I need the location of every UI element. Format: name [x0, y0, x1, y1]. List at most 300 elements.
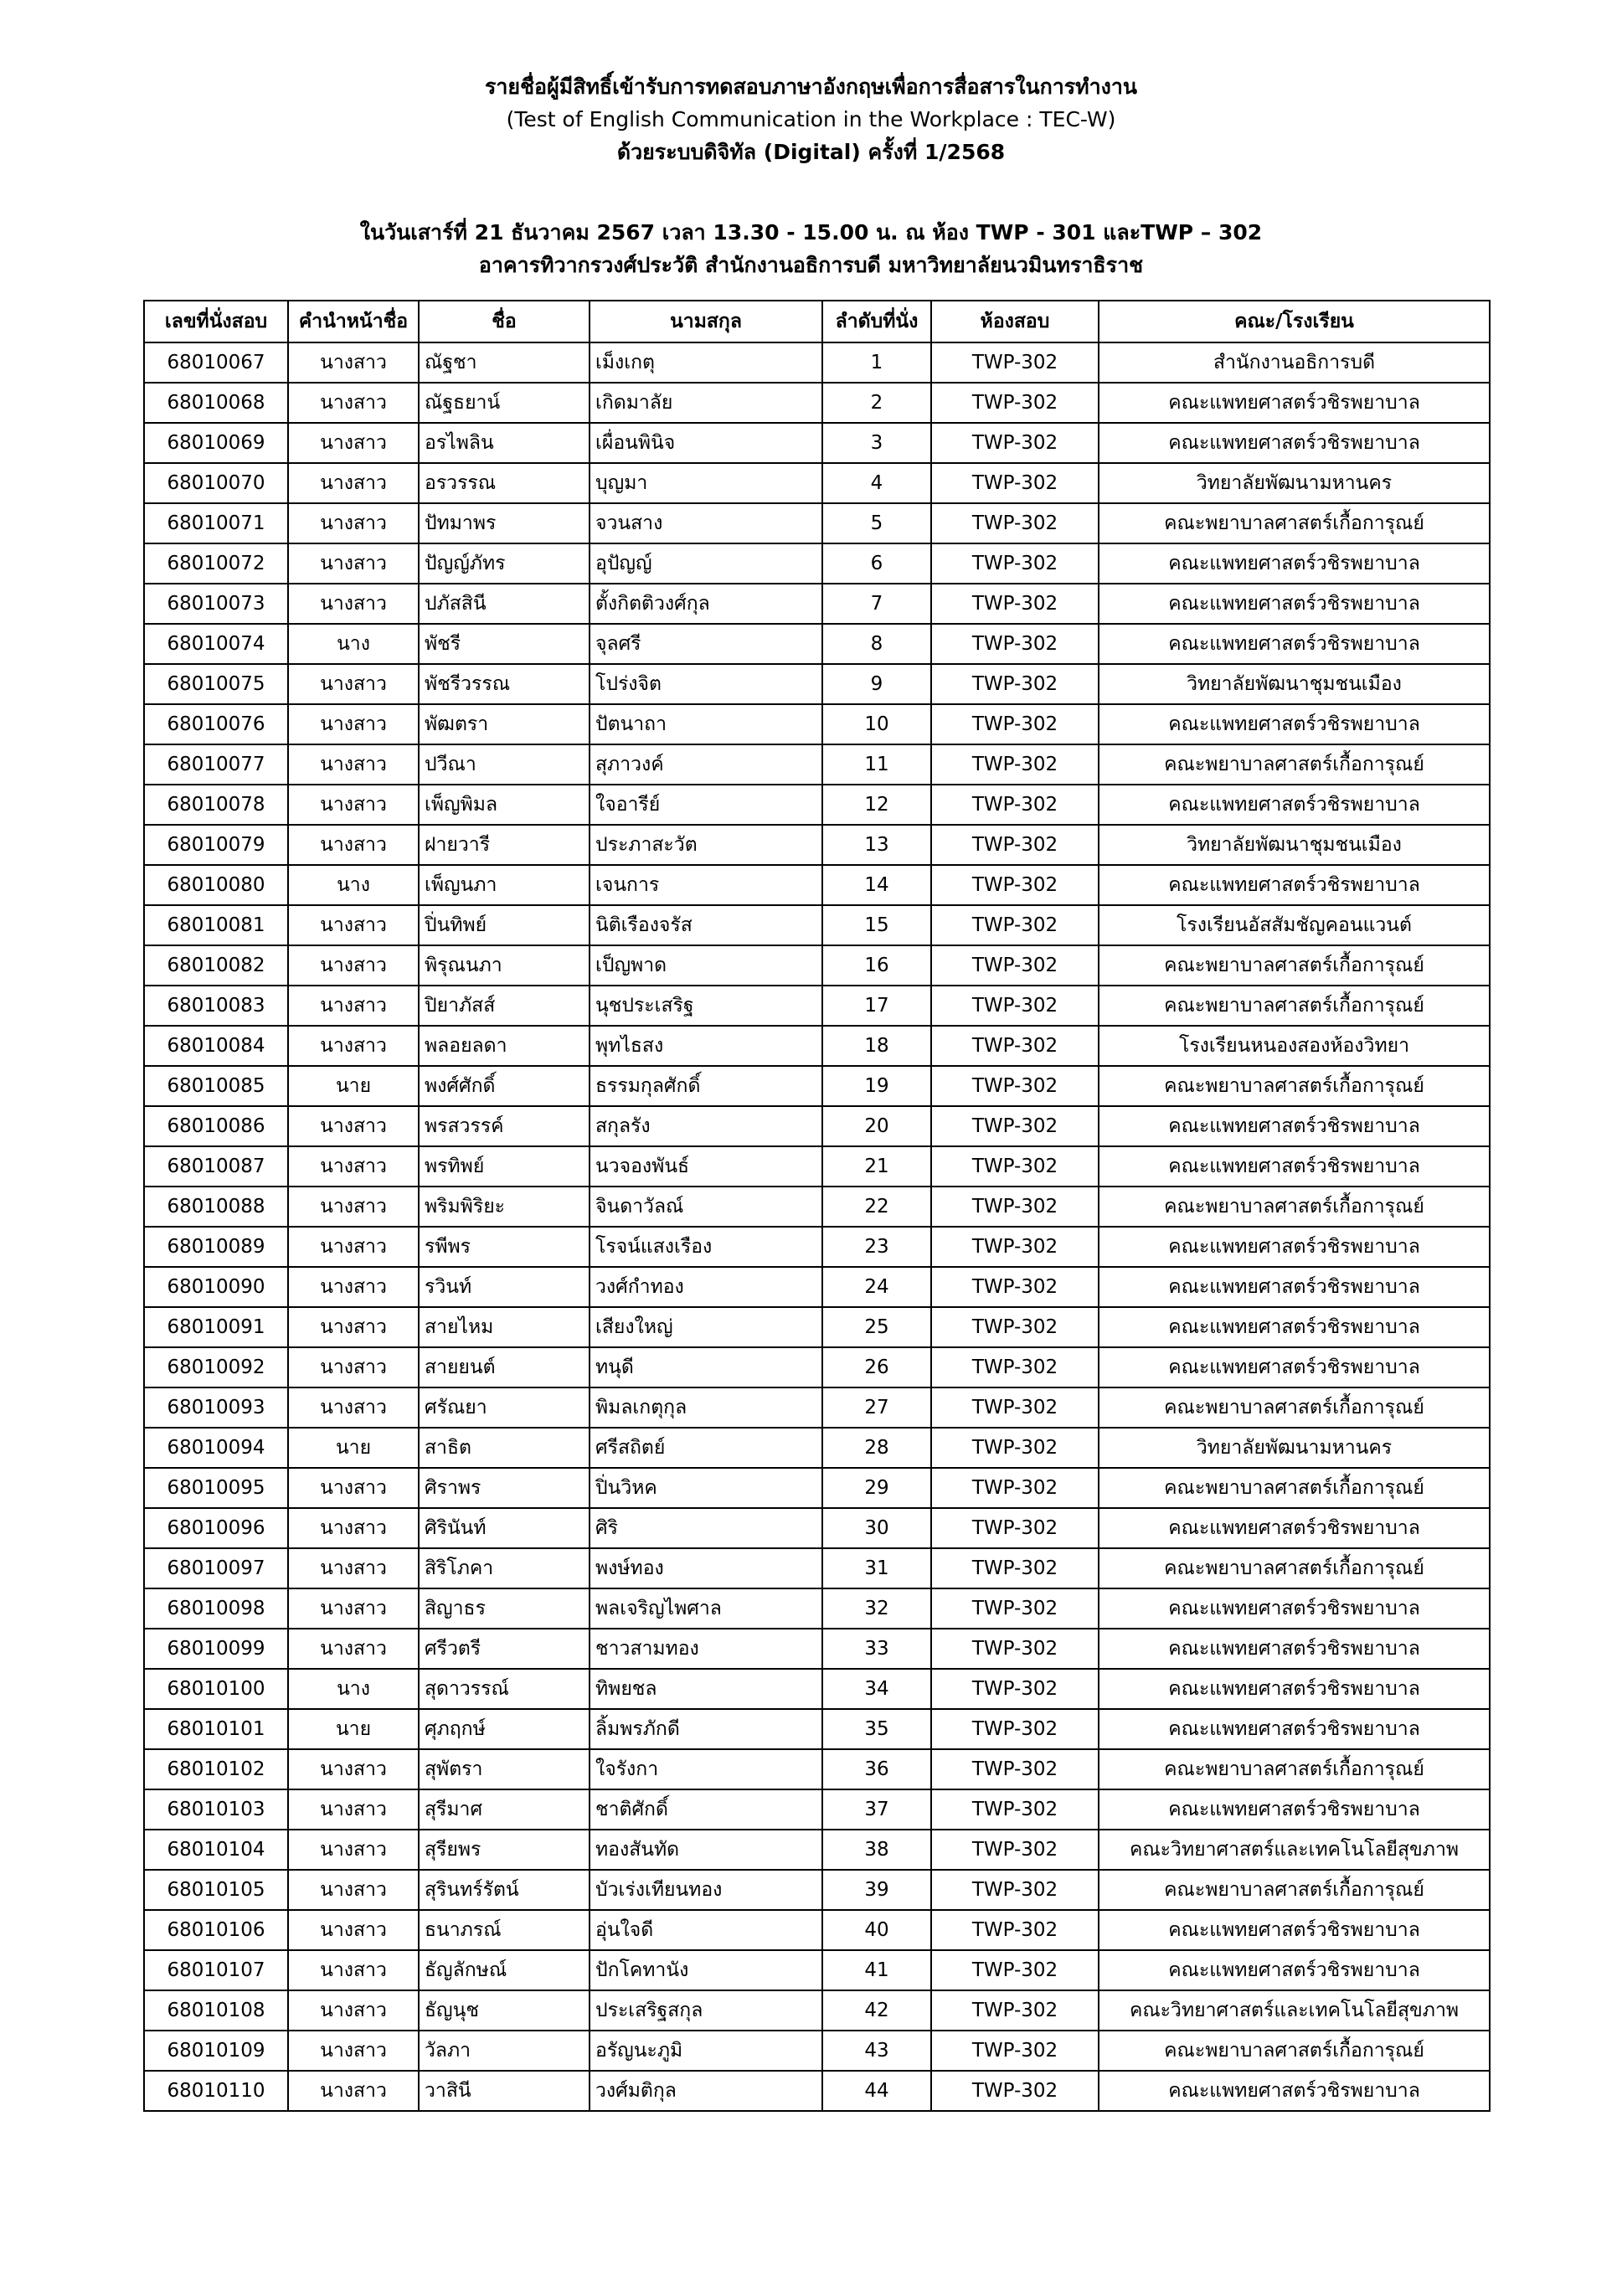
- table-row: [144, 1066, 1490, 1106]
- seat-order-cell: 34: [822, 1669, 931, 1709]
- table-row: [144, 1629, 1490, 1669]
- first-name-cell: วาสินี: [419, 2071, 590, 2111]
- first-name-cell: สายไหม: [419, 1307, 590, 1347]
- last-name-cell: ประเสริฐสกุล: [590, 1990, 822, 2031]
- candidate-table: [143, 300, 1491, 2112]
- last-name-cell: ทองสันทัด: [590, 1830, 822, 1870]
- faculty-school-cell: คณะพยาบาลศาสตร์เกื้อการุณย์: [1099, 1749, 1490, 1789]
- faculty-school-cell: คณะพยาบาลศาสตร์เกื้อการุณย์: [1099, 1870, 1490, 1910]
- exam-room-cell: TWP-302: [931, 986, 1099, 1026]
- table-row: [144, 1026, 1490, 1066]
- first-name-cell: เพ็ญพิมล: [419, 785, 590, 825]
- last-name-cell: โรจน์แสงเรือง: [590, 1227, 822, 1267]
- first-name-cell: ปัญญ์ภัทร: [419, 543, 590, 584]
- last-name-cell: อุปัญญ์: [590, 543, 822, 584]
- column-header-last-name: นามสกุล: [590, 301, 822, 342]
- faculty-school-cell: คณะพยาบาลศาสตร์เกื้อการุณย์: [1099, 1187, 1490, 1227]
- faculty-school-cell: คณะแพทยศาสตร์วชิรพยาบาล: [1099, 1588, 1490, 1629]
- title-line-3: ด้วยระบบดิจิทัล (Digital) ครั้งที่ 1/2568: [616, 140, 1006, 164]
- table-row: [144, 1950, 1490, 1990]
- seat-order-cell: 35: [822, 1709, 931, 1749]
- exam-room-cell: TWP-302: [931, 1990, 1099, 2031]
- exam-room-cell: TWP-302: [931, 1629, 1099, 1669]
- exam-room-cell: TWP-302: [931, 1106, 1099, 1146]
- title-prefix-cell: นางสาว: [288, 785, 419, 825]
- seat-number-cell: 68010089: [144, 1227, 288, 1267]
- first-name-cell: สิญาธร: [419, 1588, 590, 1629]
- seat-number-cell: 68010104: [144, 1830, 288, 1870]
- first-name-cell: สุดาวรรณ์: [419, 1669, 590, 1709]
- last-name-cell: ปักโคทานัง: [590, 1950, 822, 1990]
- seat-order-cell: 32: [822, 1588, 931, 1629]
- faculty-school-cell: คณะพยาบาลศาสตร์เกื้อการุณย์: [1099, 945, 1490, 986]
- title-prefix-cell: นางสาว: [288, 1347, 419, 1387]
- exam-room-cell: TWP-302: [931, 1870, 1099, 1910]
- seat-order-cell: 1: [822, 342, 931, 383]
- title-prefix-cell: นางสาว: [288, 664, 419, 704]
- seat-number-cell: 68010095: [144, 1468, 288, 1508]
- seat-number-cell: 68010087: [144, 1146, 288, 1187]
- faculty-school-cell: คณะแพทยศาสตร์วชิรพยาบาล: [1099, 624, 1490, 664]
- last-name-cell: จุลศรี: [590, 624, 822, 664]
- exam-room-cell: TWP-302: [931, 1468, 1099, 1508]
- seat-number-cell: 68010105: [144, 1870, 288, 1910]
- table-row: [144, 1990, 1490, 2031]
- title-prefix-cell: นางสาว: [288, 704, 419, 744]
- exam-room-cell: TWP-302: [931, 1548, 1099, 1588]
- last-name-cell: ทิพยชล: [590, 1669, 822, 1709]
- last-name-cell: จินดาวัลณ์: [590, 1187, 822, 1227]
- table-row: [144, 664, 1490, 704]
- exam-room-cell: TWP-302: [931, 1749, 1099, 1789]
- last-name-cell: เกิดมาลัย: [590, 383, 822, 423]
- table-row: [144, 1468, 1490, 1508]
- title-prefix-cell: นางสาว: [288, 905, 419, 945]
- title-prefix-cell: นางสาว: [288, 463, 419, 503]
- exam-room-cell: TWP-302: [931, 1227, 1099, 1267]
- title-prefix-cell: นางสาว: [288, 1870, 419, 1910]
- exam-room-cell: TWP-302: [931, 1588, 1099, 1629]
- faculty-school-cell: วิทยาลัยพัฒนามหานคร: [1099, 1428, 1490, 1468]
- first-name-cell: ปิ่นทิพย์: [419, 905, 590, 945]
- seat-number-cell: 68010074: [144, 624, 288, 664]
- exam-room-cell: TWP-302: [931, 624, 1099, 664]
- table-row: [144, 1709, 1490, 1749]
- last-name-cell: เสียงใหญ่: [590, 1307, 822, 1347]
- first-name-cell: อรไพลิน: [419, 423, 590, 463]
- faculty-school-cell: คณะพยาบาลศาสตร์เกื้อการุณย์: [1099, 1387, 1490, 1428]
- first-name-cell: สายยนต์: [419, 1347, 590, 1387]
- seat-number-cell: 68010067: [144, 342, 288, 383]
- faculty-school-cell: คณะแพทยศาสตร์วชิรพยาบาล: [1099, 2071, 1490, 2111]
- seat-order-cell: 18: [822, 1026, 931, 1066]
- first-name-cell: ฝายวารี: [419, 825, 590, 865]
- first-name-cell: ปภัสสินี: [419, 584, 590, 624]
- seat-number-cell: 68010083: [144, 986, 288, 1026]
- seat-number-cell: 68010096: [144, 1508, 288, 1548]
- table-row: [144, 945, 1490, 986]
- first-name-cell: พัชรีวรรณ: [419, 664, 590, 704]
- session-venue-line: อาคารทิวากรวงศ์ประวัติ สำนักงานอธิการบดี มหาวิทยาลัยนวมินทราธิราช: [478, 253, 1144, 277]
- seat-order-cell: 2: [822, 383, 931, 423]
- seat-order-cell: 42: [822, 1990, 931, 2031]
- seat-number-cell: 68010101: [144, 1709, 288, 1749]
- table-row: [144, 1267, 1490, 1307]
- seat-order-cell: 14: [822, 865, 931, 905]
- table-row: [144, 503, 1490, 543]
- last-name-cell: สกุลรัง: [590, 1106, 822, 1146]
- exam-room-cell: TWP-302: [931, 584, 1099, 624]
- seat-order-cell: 36: [822, 1749, 931, 1789]
- table-row: [144, 543, 1490, 584]
- title-prefix-cell: นางสาว: [288, 543, 419, 584]
- title-prefix-cell: นางสาว: [288, 1227, 419, 1267]
- seat-order-cell: 30: [822, 1508, 931, 1548]
- seat-order-cell: 9: [822, 664, 931, 704]
- table-row: [144, 744, 1490, 785]
- seat-number-cell: 68010071: [144, 503, 288, 543]
- exam-room-cell: TWP-302: [931, 1347, 1099, 1387]
- seat-number-cell: 68010082: [144, 945, 288, 986]
- table-row: [144, 1106, 1490, 1146]
- column-header-seat-order: ลำดับที่นั่ง: [822, 301, 931, 342]
- seat-order-cell: 16: [822, 945, 931, 986]
- faculty-school-cell: คณะแพทยศาสตร์วชิรพยาบาล: [1099, 1950, 1490, 1990]
- last-name-cell: พลเจริญไพศาล: [590, 1588, 822, 1629]
- title-line-1: รายชื่อผู้มีสิทธิ์เข้ารับการทดสอบภาษาอังกฤษเพื่อการสื่อสารในการทำงาน: [484, 75, 1138, 99]
- table-row: [144, 1669, 1490, 1709]
- exam-room-cell: TWP-302: [931, 1910, 1099, 1950]
- title-prefix-cell: นางสาว: [288, 383, 419, 423]
- seat-number-cell: 68010100: [144, 1669, 288, 1709]
- seat-order-cell: 13: [822, 825, 931, 865]
- column-header-first-name: ชื่อ: [419, 301, 590, 342]
- last-name-cell: ลิ้มพรภักดี: [590, 1709, 822, 1749]
- title-prefix-cell: นางสาว: [288, 2031, 419, 2071]
- column-header-exam-room: ห้องสอบ: [931, 301, 1099, 342]
- seat-number-cell: 68010072: [144, 543, 288, 584]
- title-prefix-cell: นางสาว: [288, 423, 419, 463]
- title-prefix-cell: นาง: [288, 865, 419, 905]
- title-prefix-cell: นาย: [288, 1709, 419, 1749]
- first-name-cell: พลอยลดา: [419, 1026, 590, 1066]
- faculty-school-cell: คณะแพทยศาสตร์วชิรพยาบาล: [1099, 1508, 1490, 1548]
- first-name-cell: รวินท์: [419, 1267, 590, 1307]
- title-prefix-cell: นาง: [288, 624, 419, 664]
- table-row: [144, 986, 1490, 1026]
- seat-number-cell: 68010090: [144, 1267, 288, 1307]
- last-name-cell: นุชประเสริฐ: [590, 986, 822, 1026]
- faculty-school-cell: คณะแพทยศาสตร์วชิรพยาบาล: [1099, 423, 1490, 463]
- seat-number-cell: 68010103: [144, 1789, 288, 1830]
- first-name-cell: ปัทมาพร: [419, 503, 590, 543]
- column-header-title-prefix: คำนำหน้าชื่อ: [288, 301, 419, 342]
- seat-number-cell: 68010081: [144, 905, 288, 945]
- title-prefix-cell: นางสาว: [288, 584, 419, 624]
- seat-order-cell: 17: [822, 986, 931, 1026]
- seat-order-cell: 22: [822, 1187, 931, 1227]
- seat-order-cell: 37: [822, 1789, 931, 1830]
- first-name-cell: ศิรินันท์: [419, 1508, 590, 1548]
- title-prefix-cell: นาย: [288, 1428, 419, 1468]
- exam-room-cell: TWP-302: [931, 2071, 1099, 2111]
- faculty-school-cell: โรงเรียนหนองสองห้องวิทยา: [1099, 1026, 1490, 1066]
- seat-order-cell: 11: [822, 744, 931, 785]
- table-row: [144, 2031, 1490, 2071]
- seat-number-cell: 68010069: [144, 423, 288, 463]
- last-name-cell: เจนการ: [590, 865, 822, 905]
- first-name-cell: ณัฐชา: [419, 342, 590, 383]
- table-row: [144, 1749, 1490, 1789]
- faculty-school-cell: คณะแพทยศาสตร์วชิรพยาบาล: [1099, 1307, 1490, 1347]
- faculty-school-cell: คณะแพทยศาสตร์วชิรพยาบาล: [1099, 1709, 1490, 1749]
- last-name-cell: ศิริ: [590, 1508, 822, 1548]
- first-name-cell: พริมพิริยะ: [419, 1187, 590, 1227]
- exam-room-cell: TWP-302: [931, 1508, 1099, 1548]
- exam-room-cell: TWP-302: [931, 342, 1099, 383]
- faculty-school-cell: คณะแพทยศาสตร์วชิรพยาบาล: [1099, 865, 1490, 905]
- table-row: [144, 1227, 1490, 1267]
- last-name-cell: พงษ์ทอง: [590, 1548, 822, 1588]
- title-prefix-cell: นางสาว: [288, 1146, 419, 1187]
- exam-room-cell: TWP-302: [931, 1709, 1099, 1749]
- faculty-school-cell: คณะแพทยศาสตร์วชิรพยาบาล: [1099, 1106, 1490, 1146]
- seat-order-cell: 21: [822, 1146, 931, 1187]
- last-name-cell: สุภาวงค์: [590, 744, 822, 785]
- last-name-cell: วงศ์กำทอง: [590, 1267, 822, 1307]
- faculty-school-cell: วิทยาลัยพัฒนามหานคร: [1099, 463, 1490, 503]
- exam-room-cell: TWP-302: [931, 664, 1099, 704]
- last-name-cell: ตั้งกิตติวงศ์กุล: [590, 584, 822, 624]
- title-prefix-cell: นางสาว: [288, 1789, 419, 1830]
- first-name-cell: ธนาภรณ์: [419, 1910, 590, 1950]
- title-prefix-cell: นางสาว: [288, 1106, 419, 1146]
- title-line-2: (Test of English Communication in the Workplace : TEC-W): [506, 107, 1116, 131]
- faculty-school-cell: คณะพยาบาลศาสตร์เกื้อการุณย์: [1099, 1468, 1490, 1508]
- table-row: [144, 1508, 1490, 1548]
- exam-room-cell: TWP-302: [931, 463, 1099, 503]
- faculty-school-cell: คณะแพทยศาสตร์วชิรพยาบาล: [1099, 704, 1490, 744]
- seat-order-cell: 3: [822, 423, 931, 463]
- last-name-cell: ปิ่นวิหค: [590, 1468, 822, 1508]
- table-row: [144, 1307, 1490, 1347]
- seat-number-cell: 68010098: [144, 1588, 288, 1629]
- last-name-cell: ชาวสามทอง: [590, 1629, 822, 1669]
- table-row: [144, 1387, 1490, 1428]
- exam-room-cell: TWP-302: [931, 1146, 1099, 1187]
- last-name-cell: พุทไธสง: [590, 1026, 822, 1066]
- exam-room-cell: TWP-302: [931, 1789, 1099, 1830]
- seat-order-cell: 41: [822, 1950, 931, 1990]
- table-body: [144, 342, 1490, 2111]
- table-row: [144, 1548, 1490, 1588]
- last-name-cell: ชาติศักดิ์: [590, 1789, 822, 1830]
- last-name-cell: ธรรมกุลศักดิ์: [590, 1066, 822, 1106]
- seat-number-cell: 68010073: [144, 584, 288, 624]
- last-name-cell: บุญมา: [590, 463, 822, 503]
- last-name-cell: บัวเร่งเทียนทอง: [590, 1870, 822, 1910]
- faculty-school-cell: คณะพยาบาลศาสตร์เกื้อการุณย์: [1099, 744, 1490, 785]
- seat-number-cell: 68010094: [144, 1428, 288, 1468]
- title-prefix-cell: นางสาว: [288, 1307, 419, 1347]
- table-header-row: [144, 301, 1490, 342]
- title-prefix-cell: นางสาว: [288, 1508, 419, 1548]
- exam-room-cell: TWP-302: [931, 704, 1099, 744]
- exam-room-cell: TWP-302: [931, 1950, 1099, 1990]
- faculty-school-cell: คณะแพทยศาสตร์วชิรพยาบาล: [1099, 584, 1490, 624]
- table-row: [144, 704, 1490, 744]
- exam-room-cell: TWP-302: [931, 1428, 1099, 1468]
- seat-order-cell: 26: [822, 1347, 931, 1387]
- first-name-cell: สุรินทร์รัตน์: [419, 1870, 590, 1910]
- column-header-faculty-school: คณะ/โรงเรียน: [1099, 301, 1490, 342]
- faculty-school-cell: คณะพยาบาลศาสตร์เกื้อการุณย์: [1099, 986, 1490, 1026]
- table-row: [144, 2071, 1490, 2111]
- seat-number-cell: 68010099: [144, 1629, 288, 1669]
- title-prefix-cell: นางสาว: [288, 503, 419, 543]
- title-prefix-cell: นางสาว: [288, 1950, 419, 1990]
- column-header-seat-number: เลขที่นั่งสอบ: [144, 301, 288, 342]
- faculty-school-cell: คณะแพทยศาสตร์วชิรพยาบาล: [1099, 1910, 1490, 1950]
- last-name-cell: อุ่นใจดี: [590, 1910, 822, 1950]
- last-name-cell: ทนุดี: [590, 1347, 822, 1387]
- title-prefix-cell: นางสาว: [288, 744, 419, 785]
- seat-order-cell: 25: [822, 1307, 931, 1347]
- table-row: [144, 1830, 1490, 1870]
- faculty-school-cell: คณะพยาบาลศาสตร์เกื้อการุณย์: [1099, 1548, 1490, 1588]
- faculty-school-cell: คณะแพทยศาสตร์วชิรพยาบาล: [1099, 785, 1490, 825]
- table-row: [144, 1347, 1490, 1387]
- faculty-school-cell: คณะแพทยศาสตร์วชิรพยาบาล: [1099, 1629, 1490, 1669]
- seat-number-cell: 68010078: [144, 785, 288, 825]
- last-name-cell: อรัญนะภูมิ: [590, 2031, 822, 2071]
- seat-order-cell: 28: [822, 1428, 931, 1468]
- seat-order-cell: 29: [822, 1468, 931, 1508]
- seat-number-cell: 68010068: [144, 383, 288, 423]
- first-name-cell: รพีพร: [419, 1227, 590, 1267]
- seat-order-cell: 5: [822, 503, 931, 543]
- seat-order-cell: 4: [822, 463, 931, 503]
- exam-room-cell: TWP-302: [931, 1187, 1099, 1227]
- exam-room-cell: TWP-302: [931, 905, 1099, 945]
- faculty-school-cell: คณะแพทยศาสตร์วชิรพยาบาล: [1099, 1669, 1490, 1709]
- exam-room-cell: TWP-302: [931, 945, 1099, 986]
- title-prefix-cell: นางสาว: [288, 1588, 419, 1629]
- seat-order-cell: 20: [822, 1106, 931, 1146]
- first-name-cell: พรทิพย์: [419, 1146, 590, 1187]
- faculty-school-cell: คณะแพทยศาสตร์วชิรพยาบาล: [1099, 1227, 1490, 1267]
- seat-number-cell: 68010080: [144, 865, 288, 905]
- title-prefix-cell: นางสาว: [288, 342, 419, 383]
- seat-number-cell: 68010110: [144, 2071, 288, 2111]
- seat-order-cell: 8: [822, 624, 931, 664]
- seat-number-cell: 68010086: [144, 1106, 288, 1146]
- exam-room-cell: TWP-302: [931, 785, 1099, 825]
- exam-room-cell: TWP-302: [931, 1066, 1099, 1106]
- exam-room-cell: TWP-302: [931, 543, 1099, 584]
- faculty-school-cell: คณะพยาบาลศาสตร์เกื้อการุณย์: [1099, 2031, 1490, 2071]
- last-name-cell: ใจรังกา: [590, 1749, 822, 1789]
- first-name-cell: พัชรี: [419, 624, 590, 664]
- faculty-school-cell: คณะวิทยาศาสตร์และเทคโนโลยีสุขภาพ: [1099, 1990, 1490, 2031]
- first-name-cell: ศรัณยา: [419, 1387, 590, 1428]
- first-name-cell: สุรีมาศ: [419, 1789, 590, 1830]
- title-prefix-cell: นางสาว: [288, 1548, 419, 1588]
- exam-room-cell: TWP-302: [931, 1267, 1099, 1307]
- last-name-cell: นิติเรืองจรัส: [590, 905, 822, 945]
- document-title: [0, 70, 1622, 168]
- table-row: [144, 1428, 1490, 1468]
- first-name-cell: ธัญลักษณ์: [419, 1950, 590, 1990]
- seat-order-cell: 33: [822, 1629, 931, 1669]
- title-prefix-cell: นางสาว: [288, 1468, 419, 1508]
- faculty-school-cell: คณะแพทยศาสตร์วชิรพยาบาล: [1099, 383, 1490, 423]
- table-row: [144, 825, 1490, 865]
- seat-order-cell: 44: [822, 2071, 931, 2111]
- last-name-cell: ปัตนาถา: [590, 704, 822, 744]
- seat-order-cell: 19: [822, 1066, 931, 1106]
- last-name-cell: ประภาสะวัต: [590, 825, 822, 865]
- table-row: [144, 584, 1490, 624]
- seat-order-cell: 31: [822, 1548, 931, 1588]
- seat-order-cell: 15: [822, 905, 931, 945]
- table-row: [144, 1870, 1490, 1910]
- seat-order-cell: 10: [822, 704, 931, 744]
- table-row: [144, 342, 1490, 383]
- first-name-cell: เพ็ญนภา: [419, 865, 590, 905]
- faculty-school-cell: คณะแพทยศาสตร์วชิรพยาบาล: [1099, 1146, 1490, 1187]
- seat-number-cell: 68010070: [144, 463, 288, 503]
- exam-room-cell: TWP-302: [931, 1669, 1099, 1709]
- title-prefix-cell: นางสาว: [288, 986, 419, 1026]
- title-prefix-cell: นางสาว: [288, 1629, 419, 1669]
- first-name-cell: พงศ์ศักดิ์: [419, 1066, 590, 1106]
- exam-room-cell: TWP-302: [931, 383, 1099, 423]
- seat-order-cell: 6: [822, 543, 931, 584]
- title-prefix-cell: นางสาว: [288, 1749, 419, 1789]
- exam-room-cell: TWP-302: [931, 1387, 1099, 1428]
- first-name-cell: สุพัตรา: [419, 1749, 590, 1789]
- exam-room-cell: TWP-302: [931, 825, 1099, 865]
- seat-number-cell: 68010077: [144, 744, 288, 785]
- first-name-cell: ปิยาภัสส์: [419, 986, 590, 1026]
- seat-number-cell: 68010109: [144, 2031, 288, 2071]
- table-row: [144, 865, 1490, 905]
- seat-number-cell: 68010093: [144, 1387, 288, 1428]
- table-row: [144, 1187, 1490, 1227]
- seat-order-cell: 38: [822, 1830, 931, 1870]
- seat-number-cell: 68010092: [144, 1347, 288, 1387]
- seat-number-cell: 68010084: [144, 1026, 288, 1066]
- seat-order-cell: 40: [822, 1910, 931, 1950]
- title-prefix-cell: นางสาว: [288, 1267, 419, 1307]
- exam-room-cell: TWP-302: [931, 423, 1099, 463]
- faculty-school-cell: วิทยาลัยพัฒนาชุมชนเมือง: [1099, 825, 1490, 865]
- first-name-cell: สุรียพร: [419, 1830, 590, 1870]
- faculty-school-cell: คณะแพทยศาสตร์วชิรพยาบาล: [1099, 1347, 1490, 1387]
- seat-order-cell: 7: [822, 584, 931, 624]
- title-prefix-cell: นาง: [288, 1669, 419, 1709]
- last-name-cell: เป็ญพาด: [590, 945, 822, 986]
- first-name-cell: สิริโภคา: [419, 1548, 590, 1588]
- first-name-cell: ศุภฤกษ์: [419, 1709, 590, 1749]
- seat-order-cell: 39: [822, 1870, 931, 1910]
- seat-number-cell: 68010107: [144, 1950, 288, 1990]
- title-prefix-cell: นางสาว: [288, 1830, 419, 1870]
- table-row: [144, 1910, 1490, 1950]
- seat-number-cell: 68010102: [144, 1749, 288, 1789]
- exam-room-cell: TWP-302: [931, 865, 1099, 905]
